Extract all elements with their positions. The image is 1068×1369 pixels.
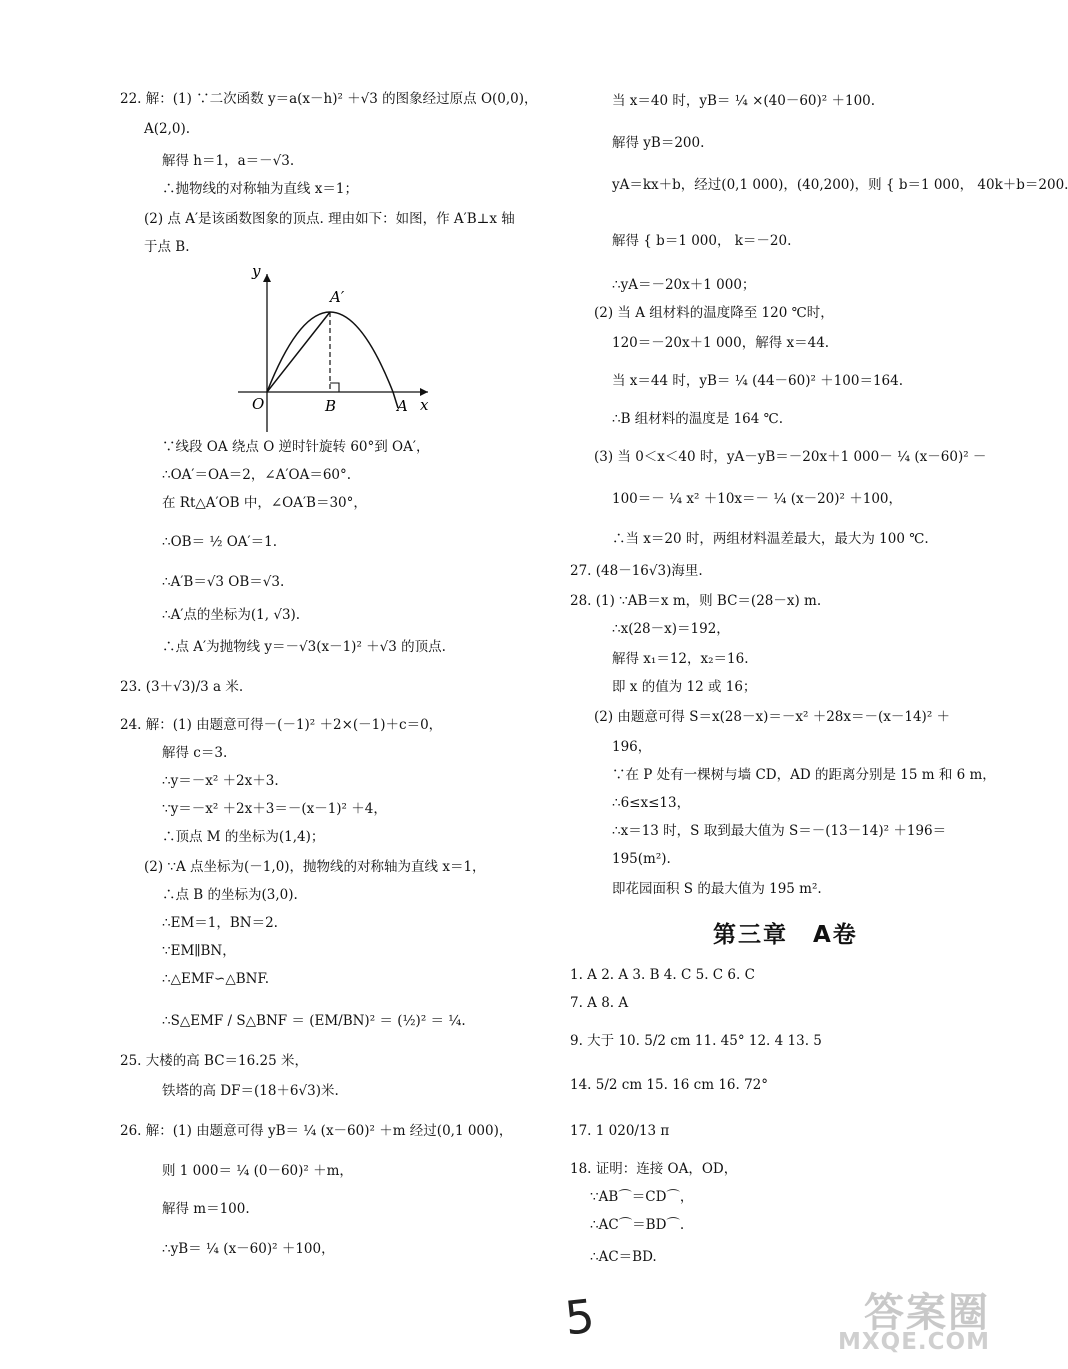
fig-label-y: y <box>252 262 261 280</box>
left-line: ∴顶点 M 的坐标为(1,4)； <box>162 829 325 845</box>
left-line: 24. 解：(1) 由题意可得－(－1)² ＋2×(－1)＋c＝0， <box>120 717 443 733</box>
left-line: 解得 m＝100. <box>162 1201 250 1217</box>
left-line: 26. 解：(1) 由题意可得 yB＝ ¼ (x－60)² ＋m 经过(0,1 000)， <box>120 1123 513 1139</box>
right-line: ∴AC＝BD. <box>590 1249 657 1265</box>
fig-label-x: x <box>420 396 429 414</box>
right-line: 7. A 8. A <box>570 995 629 1011</box>
left-line: 则 1 000＝ ¼ (0－60)² ＋m， <box>162 1163 353 1179</box>
right-line: ∴当 x＝20 时，两组材料温差最大，最大为 100 ℃. <box>612 531 929 547</box>
right-line: ∴x(28－x)＝192， <box>612 621 730 637</box>
left-line: ∴A′点的坐标为(1, √3). <box>162 607 301 623</box>
left-line: ∴点 A′为抛物线 y＝－√3(x－1)² ＋√3 的顶点. <box>162 639 446 655</box>
handwritten-page-mark: 5 <box>562 1288 598 1346</box>
left-line: 25. 大楼的高 BC＝16.25 米， <box>120 1053 308 1069</box>
fig-label-A-prime: A′ <box>330 288 345 306</box>
left-line: 于点 B. <box>144 239 190 255</box>
left-line: ∵线段 OA 绕点 O 逆时针旋转 60°到 OA′， <box>162 439 430 455</box>
right-line: 解得 yB＝200. <box>612 135 705 151</box>
left-line: A(2,0). <box>144 121 191 137</box>
right-line: 17. 1 020/13 π <box>570 1123 670 1139</box>
left-line: ∴△EMF∽△BNF. <box>162 971 269 987</box>
left-line: (2) 点 A′是该函数图象的顶点. 理由如下：如图，作 A′B⊥x 轴 <box>144 211 515 227</box>
right-line: 196， <box>612 739 652 755</box>
right-line: 120＝－20x＋1 000，解得 x＝44. <box>612 335 830 351</box>
left-line: 在 Rt△A′OB 中，∠OA′B＝30°， <box>162 495 367 511</box>
left-line: ∴y＝－x² ＋2x＋3. <box>162 773 279 789</box>
right-line: ∴6≤x≤13， <box>612 795 691 811</box>
right-line: 14. 5/2 cm 15. 16 cm 16. 72° <box>570 1077 769 1093</box>
left-line: ∵y＝－x² ＋2x＋3＝－(x－1)² ＋4， <box>162 801 387 817</box>
left-line: ∴A′B＝√3 OB＝√3. <box>162 574 285 590</box>
right-line: ∴B 组材料的温度是 164 ℃. <box>612 411 784 427</box>
left-line: 铁塔的高 DF＝(18＋6√3)米. <box>162 1083 339 1099</box>
right-line: (2) 由题意可得 S＝x(28－x)＝－x² ＋28x＝－(x－14)² ＋ <box>594 709 951 725</box>
left-line: ∴EM＝1，BN＝2. <box>162 915 278 931</box>
right-line: 解得 { b＝1 000， k＝－20. <box>612 233 792 249</box>
right-line: 1. A 2. A 3. B 4. C 5. C 6. C <box>570 967 755 983</box>
fig-label-B: B <box>325 397 337 415</box>
right-line: 当 x＝44 时，yB＝ ¼ (44－60)² ＋100＝164. <box>612 373 904 389</box>
right-line: (2) 当 A 组材料的温度降至 120 ℃时， <box>594 305 834 321</box>
fig-label-A: A <box>397 397 408 415</box>
chapter-heading: 第三章 A卷 <box>713 922 858 948</box>
right-line: 解得 x₁＝12，x₂＝16. <box>612 651 749 667</box>
left-line: 22. 解：(1) ∵二次函数 y＝a(x－h)² ＋√3 的图象经过原点 O(0,0)， <box>120 91 538 107</box>
left-line: ∴yB＝ ¼ (x－60)² ＋100， <box>162 1241 335 1257</box>
left-line: ∴S△EMF / S△BNF ＝ (EM/BN)² ＝ (½)² ＝ ¼. <box>162 1013 466 1029</box>
right-line: ∵在 P 处有一棵树与墙 CD，AD 的距离分别是 15 m 和 6 m， <box>612 767 996 783</box>
left-line: ∴OB＝ ½ OA′＝1. <box>162 534 278 550</box>
left-line: (2) ∵A 点坐标为(－1,0)，抛物线的对称轴为直线 x＝1， <box>144 859 486 875</box>
left-line: 解得 h＝1，a＝－√3. <box>162 153 295 169</box>
right-line: 9. 大于 10. 5/2 cm 11. 45° 12. 4 13. 5 <box>570 1033 822 1049</box>
left-line: 23. (3＋√3)/3 a 米. <box>120 679 244 695</box>
right-line: 即 x 的值为 12 或 16； <box>612 679 757 695</box>
right-line: 当 x＝40 时，yB＝ ¼ ×(40－60)² ＋100. <box>612 93 876 109</box>
right-line: ∴x＝13 时，S 取到最大值为 S＝－(13－14)² ＋196＝ <box>612 823 947 839</box>
left-line: ∴OA′＝OA＝2，∠A′OA＝60°. <box>162 467 352 483</box>
parabola-figure <box>230 262 440 437</box>
right-line: (3) 当 0＜x＜40 时，yA－yB＝－20x＋1 000－ ¼ (x－60)² － <box>594 449 987 465</box>
right-line: 195(m²). <box>612 851 671 867</box>
right-line: ∴yA＝－20x＋1 000； <box>612 277 756 293</box>
left-line: ∴抛物线的对称轴为直线 x＝1； <box>162 181 358 197</box>
right-line: 28. (1) ∵AB＝x m，则 BC＝(28－x) m. <box>570 593 822 609</box>
right-line: yA＝kx＋b，经过(0,1 000)，(40,200)，则 { b＝1 000， 40k＋b＝200. <box>612 177 1068 193</box>
right-line: 18. 证明：连接 OA，OD， <box>570 1161 738 1177</box>
left-line: ∴点 B 的坐标为(3,0). <box>162 887 298 903</box>
right-line: 27. (48－16√3)海里. <box>570 563 703 579</box>
logo-url: MXQE.COM <box>838 1329 990 1355</box>
right-line: ∵AB⌒＝CD⌒， <box>590 1189 694 1205</box>
right-line: 100＝－ ¼ x² ＋10x＝－ ¼ (x－20)² ＋100， <box>612 491 903 507</box>
logo-text: 答案圈 <box>864 1290 990 1336</box>
fig-label-O: O <box>252 395 265 413</box>
right-line: 即花园面积 S 的最大值为 195 m². <box>612 881 822 897</box>
left-line: ∵EM∥BN， <box>162 943 236 959</box>
right-line: ∴AC⌒＝BD⌒. <box>590 1217 685 1233</box>
site-logo <box>814 1281 994 1361</box>
left-line: 解得 c＝3. <box>162 745 228 761</box>
